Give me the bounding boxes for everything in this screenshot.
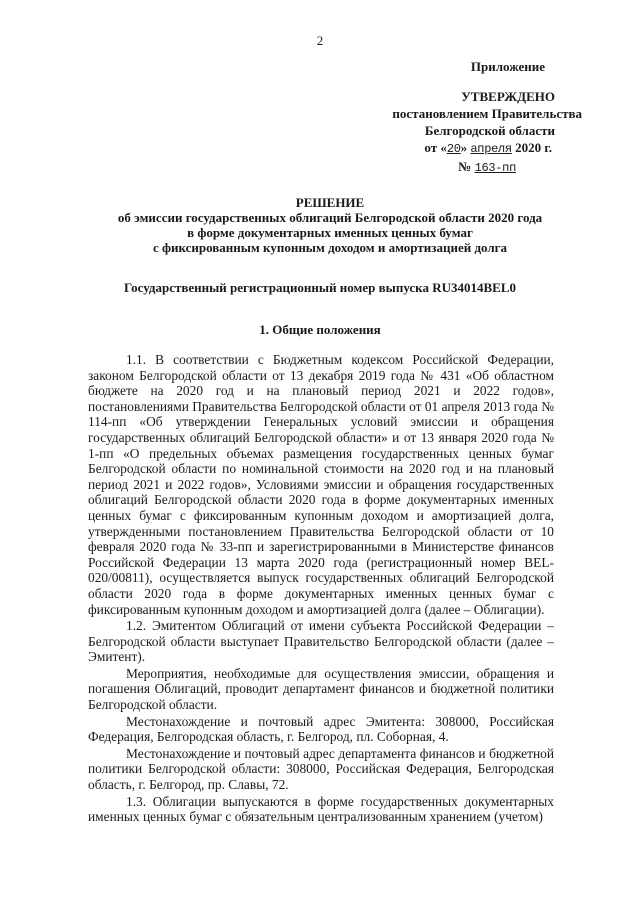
paragraph: Мероприятия, необходимые для осуществления эмиссии, обращения и погашения Облигаций, проводит департамент финансов и бюджетной политики Белгородской области. (88, 665, 554, 713)
approved-stamp: УТВЕРЖДЕНО (461, 89, 555, 104)
registration-number: Государственный регистрационный номер выпуска RU34014BEL0 (123, 280, 517, 295)
number-prefix: № (458, 159, 475, 174)
page-number: 2 (316, 33, 324, 48)
number-value: 163-пп (474, 161, 516, 175)
approval-date (352, 139, 552, 158)
decision-subtitle-line: с фиксированным купонным доходом и амортизацией долга (152, 240, 508, 255)
date-mid: » (460, 140, 471, 155)
decision-subtitle-line: в форме документарных именных ценных бумаг (187, 225, 473, 240)
decision-title: РЕШЕНИЕ (295, 195, 365, 210)
paragraph: 1.1. В соответствии с Бюджетным кодексом Российской Федерации, законом Белгородской области от 13 декабря 2019 года № 431 «Об областном бюджете на 2020 год и на плановый период 2021 и 2022 годов», постановлениями Правительства Белгородской области от 01 апреля 2013 года № 114-пп «Об утверждении Генеральных условий эмиссии и обращения государственных облигаций Белгородской области» и от 13 января 2020 года № 1-пп «О предельных объемах размещения государственных ценных бумаг Белгородской области по номинальной стоимости на 2020 год и на плановый период 2021 и 2022 годов», Условиями эмиссии и обращения государственных облигаций Белгородской области 2020 года в форме документарных именных ценных бумаг с фиксированным купонным доходом и амортизацией долга, утвержденными постановлением Правительства Белгородской области от 10 февраля 2020 года № 33-пп и зарегистрированными в Министерстве финансов Российской Федерации 13 марта 2020 года (регистрационный номер BEL-020/00811), осуществляется выпуск государственных облигаций Белгородской области 2020 года в форме документарных именных ценных бумаг с фиксированным купонным доходом и амортизацией долга (далее – Облигации). (88, 352, 554, 617)
date-day: 20 (446, 142, 461, 156)
approved-by-line: постановлением Правительства (392, 106, 582, 121)
body-text (88, 352, 554, 826)
paragraph: Местонахождение и почтовый адрес Эмитента: 308000, Российская Федерация, Белгородская область, г. Белгород, пл. Соборная, 4. (88, 713, 554, 745)
approval-number (352, 158, 516, 177)
date-month: апреля (470, 142, 512, 156)
paragraph: 1.3. Облигации выпускаются в форме государственных документарных именных ценных бумаг с обязательным централизованным хранением (учетом) (88, 793, 554, 825)
approved-region-line: Белгородской области (424, 123, 555, 138)
appendix-heading: Приложение (470, 59, 545, 74)
section-title: 1. Общие положения (259, 322, 381, 337)
paragraph: Местонахождение и почтовый адрес департамента финансов и бюджетной политики Белгородской области: 308000, Российская Федерация, Белгородская область, г. Белгород, пр. Славы, 72. (88, 745, 554, 793)
decision-heading (80, 195, 580, 255)
paragraph: 1.2. Эмитентом Облигаций от имени субъекта Российской Федерации – Белгородской области выступает Правительство Белгородской области (далее – Эмитент). (88, 618, 554, 665)
approval-block (352, 58, 582, 177)
date-year: 2020 г. (511, 140, 552, 155)
date-prefix: от « (424, 140, 447, 155)
decision-subtitle-line: об эмиссии государственных облигаций Белгородской области 2020 года (117, 210, 543, 225)
